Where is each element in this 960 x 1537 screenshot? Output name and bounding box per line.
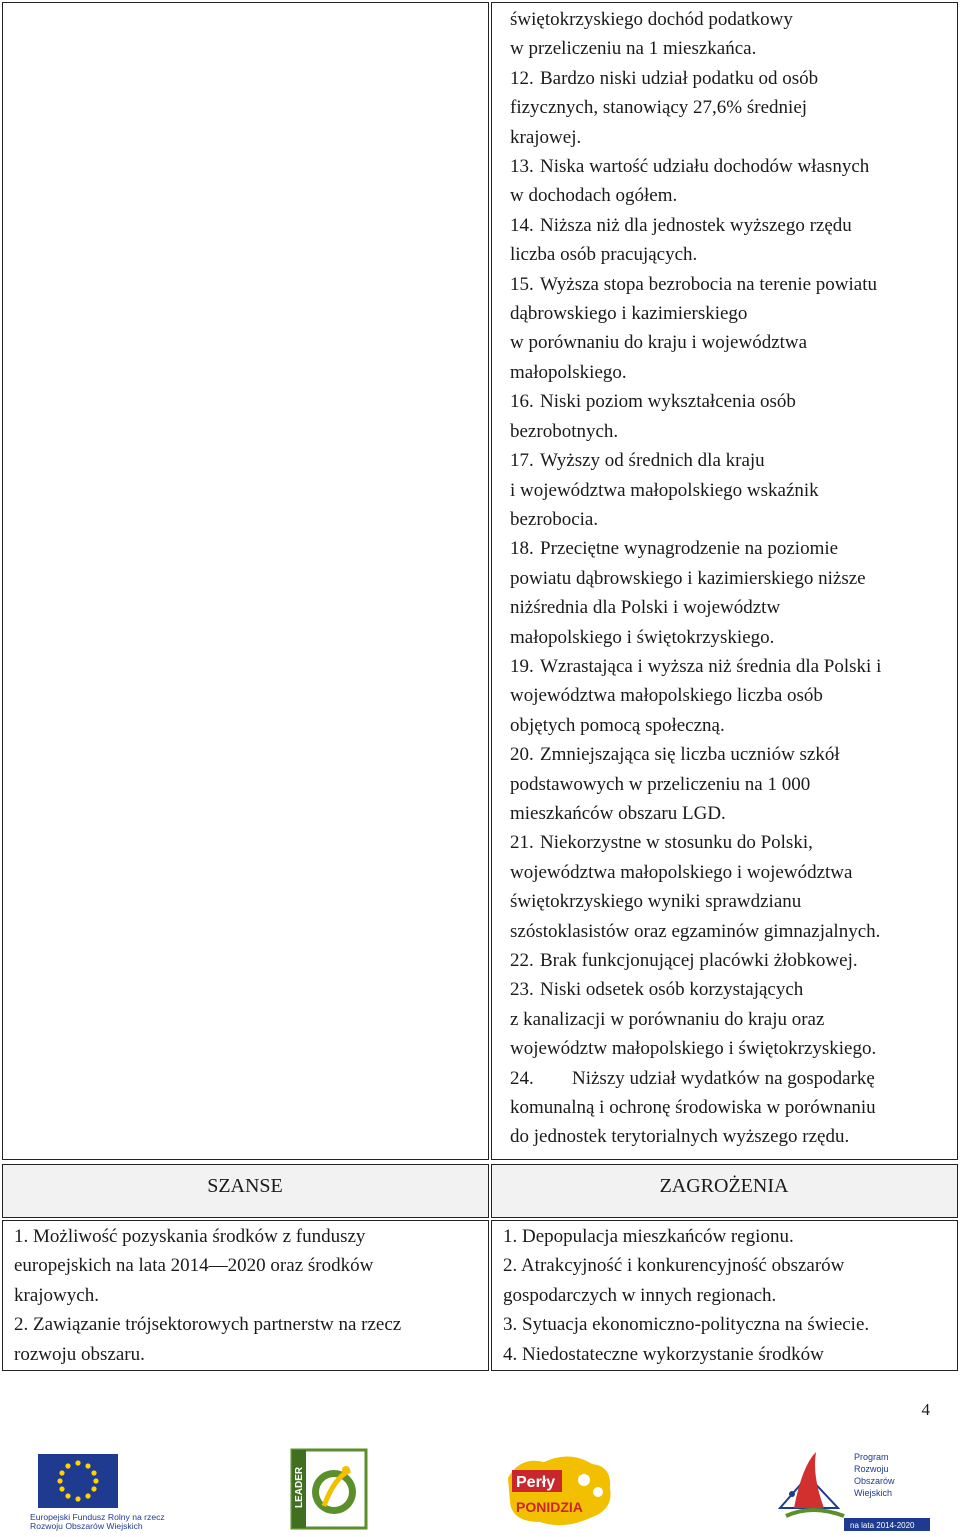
- weakness-number: 18.: [510, 538, 534, 560]
- prow-text-3: Obszarów: [854, 1476, 895, 1486]
- threat-line: 2. Atrakcyjność i konkurencyjność obszarów: [503, 1255, 845, 1277]
- weakness-line: [510, 358, 950, 387]
- weakness-line: [510, 299, 950, 328]
- weakness-line: [510, 181, 950, 210]
- weakness-text: mieszkańców obszaru LGD.: [510, 802, 726, 824]
- weakness-line: [510, 152, 950, 181]
- weakness-text: bezrobocia.: [510, 508, 599, 530]
- weaknesses-list: [510, 5, 950, 1152]
- weakness-text: Niekorzystne w stosunku do Polski,: [540, 832, 813, 854]
- perly-ponidzia-logo: [500, 1448, 620, 1532]
- weakness-text: bezrobotnych.: [510, 420, 619, 442]
- weakness-number: 20.: [510, 744, 534, 766]
- weakness-number: 22.: [510, 950, 534, 971]
- prow-text-1: Program: [854, 1452, 889, 1462]
- eu-flag-logo: [30, 1450, 165, 1532]
- weakness-text: Brak funkcjonującej placówki żłobkowej.: [540, 950, 858, 971]
- weakness-number: 21.: [510, 832, 534, 854]
- weakness-line: [510, 946, 950, 975]
- weakness-number: 15.: [510, 273, 534, 295]
- weakness-text: niżśrednia dla Polski i województw: [510, 597, 781, 619]
- prow-text-2: Rozwoju: [854, 1464, 889, 1474]
- prow-icon: [772, 1446, 932, 1532]
- weakness-text: Niższa niż dla jednostek wyższego rzędu: [540, 214, 852, 236]
- weakness-number: 23.: [510, 979, 534, 1001]
- weakness-text: krajowej.: [510, 126, 582, 148]
- weakness-line: [510, 711, 950, 740]
- leader-logo: [290, 1448, 370, 1530]
- weakness-continued-line: świętokrzyskiego dochód podatkowy: [510, 9, 793, 30]
- opportunity-line: 1. Możliwość pozyskania środków z funduszy: [14, 1226, 366, 1247]
- weakness-line: [510, 1034, 950, 1063]
- opportunity-line: krajowych.: [14, 1284, 99, 1306]
- weakness-text: liczba osób pracujących.: [510, 244, 698, 266]
- weakness-text: i województwa małopolskiego wskaźnik: [510, 479, 819, 501]
- weakness-text: świętokrzyskiego wyniki sprawdzianu: [510, 891, 802, 913]
- weakness-number: 14.: [510, 214, 534, 236]
- weakness-line: [510, 799, 950, 828]
- weakness-line: [510, 387, 950, 416]
- weakness-text: Bardzo niski udział podatku od osób: [540, 67, 819, 89]
- weakness-text: objętych pomocą społeczną.: [510, 714, 725, 736]
- weakness-text: do jednostek terytorialnych wyższego rzędu.: [510, 1126, 850, 1148]
- weakness-line: [510, 1122, 950, 1151]
- opportunity-line: 2. Zawiązanie trójsektorowych partnerstw na rzecz: [14, 1314, 402, 1336]
- weakness-line: [510, 476, 950, 505]
- weakness-text: podstawowych w przeliczeniu na 1 000: [510, 773, 811, 795]
- weakness-text: Wyższa stopa bezrobocia na terenie powiatu: [540, 273, 878, 295]
- prow-text-4: Wiejskich: [854, 1488, 893, 1498]
- weakness-line: [510, 858, 950, 887]
- weakness-text: fizycznych, stanowiący 27,6% średniej: [510, 97, 808, 119]
- ponidzia-text: PONIDZIA: [516, 1499, 583, 1515]
- weakness-line: [510, 593, 950, 622]
- perly-text: Perły: [516, 1474, 556, 1491]
- weakness-text: Wzrastająca i wyższa niż średnia dla Polski i: [540, 655, 882, 677]
- weakness-text: Wyższy od średnich dla kraju: [540, 450, 765, 472]
- weakness-line: [510, 770, 950, 799]
- threats-list: [503, 1222, 953, 1369]
- weakness-text: w dochodach ogółem.: [510, 185, 678, 207]
- weakness-line: [510, 917, 950, 946]
- eu-flag-icon: [30, 1450, 165, 1532]
- weakness-text: Niski poziom wykształcenia osób: [540, 391, 796, 413]
- opportunity-line: europejskich na lata 2014—2020 oraz środków: [14, 1255, 374, 1277]
- threat-line: 4. Niedostateczne wykorzystanie środków: [503, 1343, 824, 1365]
- weakness-line: [510, 270, 950, 299]
- empty-strengths-cell: [2, 2, 489, 1160]
- weakness-line: [510, 652, 950, 681]
- weakness-line: [510, 505, 950, 534]
- weakness-text: województwa małopolskiego liczba osób: [510, 685, 823, 707]
- weakness-text: w porównaniu do kraju i województwa: [510, 332, 808, 354]
- leader-icon: [290, 1448, 370, 1530]
- prow-years-text: na lata 2014-2020: [850, 1521, 915, 1530]
- weakness-line: [510, 887, 950, 916]
- weakness-text: województw małopolskiego i świętokrzyskiego.: [510, 1038, 877, 1060]
- threat-line: gospodarczych w innych regionach.: [503, 1284, 777, 1306]
- weakness-number: 19.: [510, 655, 534, 677]
- weakness-text: powiatu dąbrowskiego i kazimierskiego niższe: [510, 567, 866, 589]
- weakness-text: małopolskiego.: [510, 361, 627, 383]
- weakness-number: 13.: [510, 156, 534, 178]
- weakness-line: [510, 740, 950, 769]
- weakness-line: [510, 123, 950, 152]
- eu-logo-text-1: Europejski Fundusz Rolny na rzecz: [30, 1512, 165, 1522]
- weakness-line: [510, 1093, 950, 1122]
- weakness-line: [510, 564, 950, 593]
- weakness-line: [510, 417, 950, 446]
- weakness-number: 24.: [510, 1067, 534, 1089]
- weakness-text: województwa małopolskiego i województwa: [510, 861, 853, 883]
- weakness-line: [510, 328, 950, 357]
- weakness-line: [510, 828, 950, 857]
- footer-logos: [0, 1440, 960, 1533]
- weakness-line: [510, 1005, 950, 1034]
- prow-logo: [772, 1446, 932, 1532]
- leader-text: LEADER: [294, 1466, 305, 1508]
- weakness-line: [510, 240, 950, 269]
- weakness-line: [510, 211, 950, 240]
- weakness-line: [510, 64, 950, 93]
- page-number: 4: [921, 1400, 930, 1419]
- weakness-text: Niski odsetek osób korzystających: [540, 979, 804, 1001]
- weakness-continued-line: w przeliczeniu na 1 mieszkańca.: [510, 38, 757, 60]
- weakness-text: komunalną i ochronę środowiska w porównaniu: [510, 1097, 876, 1119]
- perly-ponidzia-icon: [500, 1448, 620, 1532]
- weakness-line: [510, 681, 950, 710]
- weakness-line: [510, 975, 950, 1004]
- opportunities-list: [14, 1222, 484, 1369]
- opportunity-line: rozwoju obszaru.: [14, 1343, 145, 1365]
- weakness-line: [510, 623, 950, 652]
- weakness-text: małopolskiego i świętokrzyskiego.: [510, 626, 775, 648]
- eu-logo-text-2: Rozwoju Obszarów Wiejskich: [30, 1521, 143, 1531]
- weakness-line: [510, 446, 950, 475]
- opportunities-heading: SZANSE: [207, 1175, 283, 1197]
- threats-heading: ZAGROŻENIA: [659, 1175, 789, 1197]
- weakness-line: [510, 534, 950, 563]
- weakness-number: 17.: [510, 450, 534, 472]
- weakness-text: Niska wartość udziału dochodów własnych: [540, 156, 870, 178]
- threat-line: 1. Depopulacja mieszkańców regionu.: [503, 1226, 794, 1247]
- weakness-text: Zmniejszająca się liczba uczniów szkół: [540, 744, 840, 766]
- weakness-text: Przeciętne wynagrodzenie na poziomie: [540, 538, 839, 560]
- threat-line: 3. Sytuacja ekonomiczno-polityczna na świecie.: [503, 1314, 870, 1336]
- weakness-line: [510, 1064, 950, 1093]
- weakness-line: [510, 93, 950, 122]
- weakness-text: z kanalizacji w porównaniu do kraju oraz: [510, 1008, 825, 1030]
- weakness-text: szóstoklasistów oraz egzaminów gimnazjalnych.: [510, 920, 881, 942]
- weakness-number: 16.: [510, 391, 534, 413]
- weakness-text: Niższy udział wydatków na gospodarkę: [572, 1067, 875, 1089]
- weakness-text: dąbrowskiego i kazimierskiego: [510, 303, 748, 325]
- weakness-number: 12.: [510, 67, 534, 89]
